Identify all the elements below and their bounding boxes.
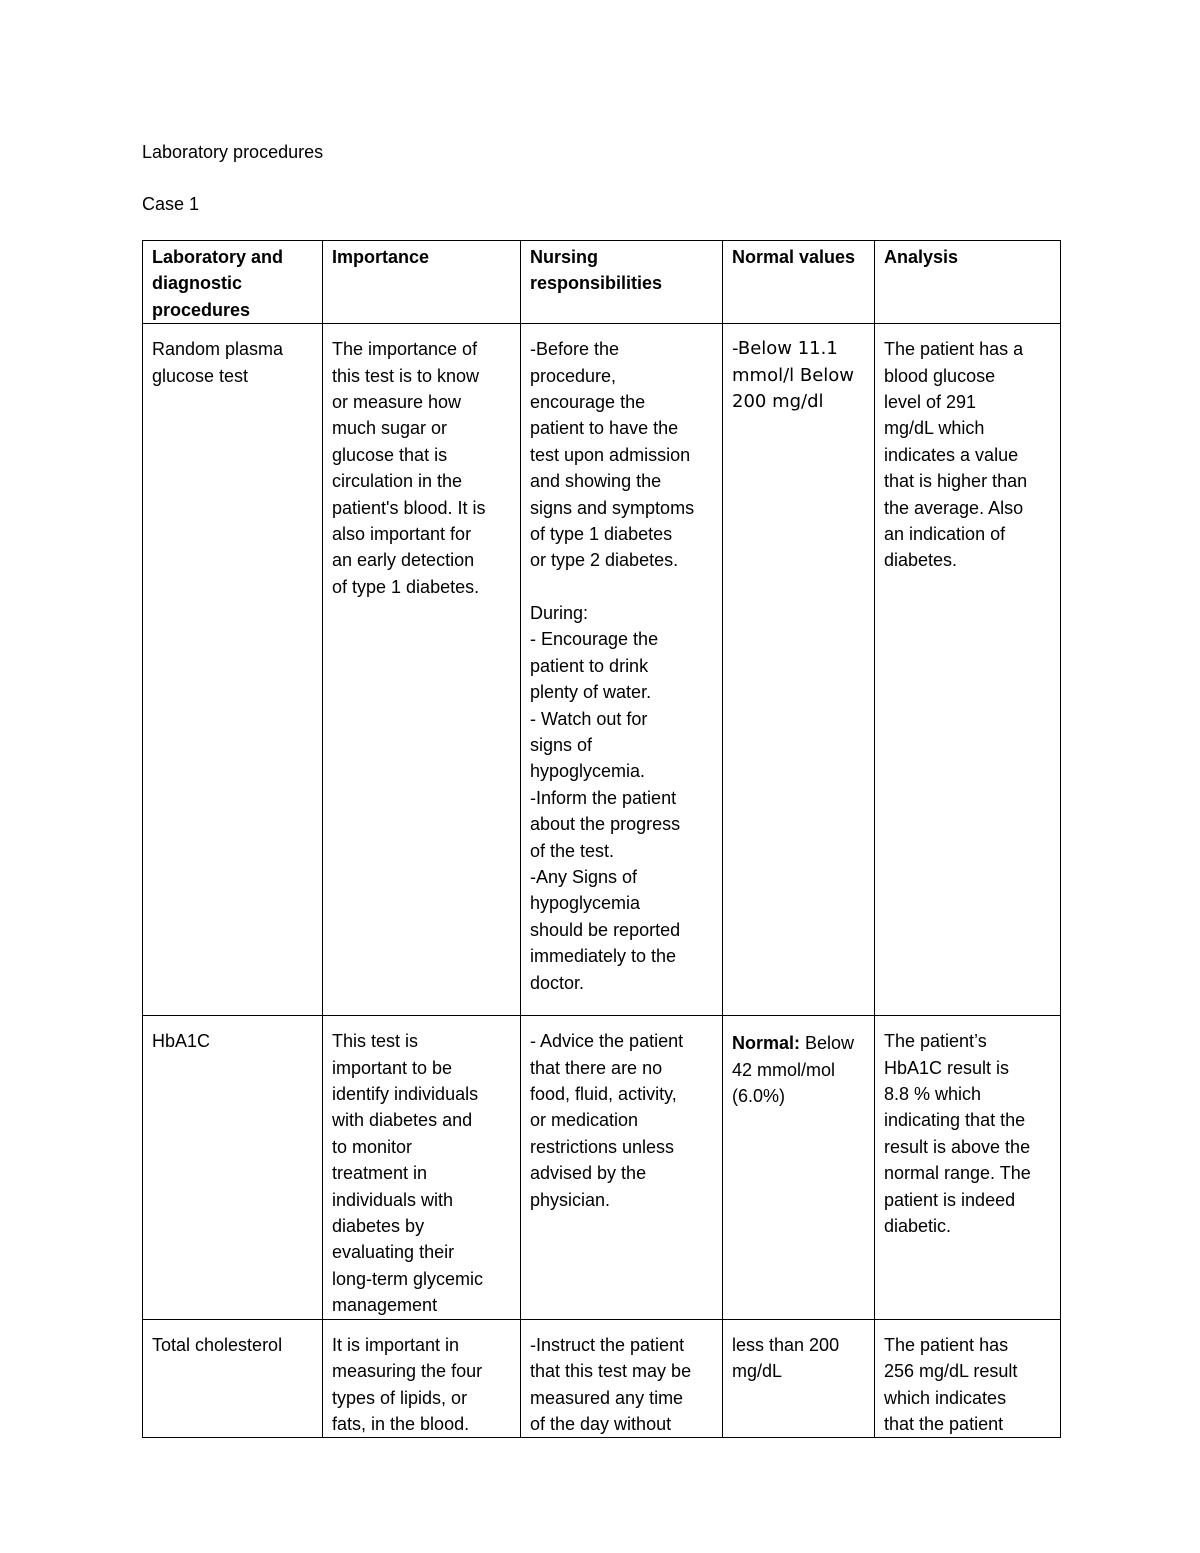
text-line: doctor. xyxy=(530,972,585,993)
text-line: types of lipids, or xyxy=(332,1387,468,1408)
text-line: 42 mmol/mol xyxy=(732,1059,836,1080)
text-line: -Instruct the patient xyxy=(530,1334,685,1355)
text-line: It is important in xyxy=(332,1334,460,1355)
cell-procedure xyxy=(143,1016,323,1319)
text-line: The patient has a xyxy=(884,339,1024,360)
text-line: The importance of xyxy=(332,339,478,360)
cell-importance xyxy=(323,324,521,1016)
text-line: -Any Signs of xyxy=(530,866,638,887)
text-line: diabetes. xyxy=(884,550,958,571)
text-line: The patient’s xyxy=(884,1031,987,1052)
cell-normal-values xyxy=(723,324,875,1016)
text-line: physician. xyxy=(530,1189,611,1210)
text-line: procedures xyxy=(152,299,251,320)
text-line: normal range. The xyxy=(884,1163,1031,1184)
text-line: identify individuals xyxy=(332,1084,479,1105)
text-line: level of 291 xyxy=(884,392,977,413)
cell-procedure xyxy=(143,324,323,1016)
text-line: about the progress xyxy=(530,814,681,835)
text-line: an early detection xyxy=(332,550,475,571)
header-importance xyxy=(323,241,521,324)
text-line: that is higher than xyxy=(884,471,1028,492)
text-line: of type 1 diabetes xyxy=(530,524,673,545)
text-line: immediately to the xyxy=(530,946,677,967)
header-procedures xyxy=(143,241,323,324)
normal-rest: Below xyxy=(800,1033,855,1054)
text-line: advised by the xyxy=(530,1163,647,1184)
text-line: circulation in the xyxy=(332,471,463,492)
text-line: -Below 11.1 xyxy=(732,338,838,360)
cell-normal-values xyxy=(723,1319,875,1438)
cell-analysis xyxy=(875,1319,1061,1438)
text-line: - Encourage the xyxy=(530,629,659,650)
text-line: restrictions unless xyxy=(530,1136,675,1157)
text-line: glucose that is xyxy=(332,444,448,465)
text-line: patient to drink xyxy=(530,655,649,676)
text-line: The patient has xyxy=(884,1334,1009,1355)
text-line: (6.0%) xyxy=(732,1086,786,1107)
text-line: of the day without xyxy=(530,1413,672,1434)
text-line: Random plasma xyxy=(152,339,284,360)
text-line: Normal values xyxy=(732,247,856,267)
text-line: HbA1C result is xyxy=(884,1057,1010,1078)
text-line: management xyxy=(332,1295,438,1316)
text-line: this test is to know xyxy=(332,365,480,386)
text-line: fats, in the blood. xyxy=(332,1413,470,1434)
case-label: Case 1 xyxy=(142,194,200,214)
table-row xyxy=(143,1319,1061,1438)
text-line: mg/dL which xyxy=(884,418,985,439)
text-line: which indicates xyxy=(884,1387,1007,1408)
text-line: long-term glycemic xyxy=(332,1268,484,1289)
text-line: indicating that the xyxy=(884,1110,1026,1131)
text-line: - Advice the patient xyxy=(530,1031,684,1052)
cell-importance xyxy=(323,1016,521,1319)
nursing-before xyxy=(530,336,713,574)
header-normal-values xyxy=(723,241,875,324)
text-line: signs and symptoms xyxy=(530,497,695,518)
text-line: Nursing xyxy=(530,247,599,267)
text-line: to monitor xyxy=(332,1136,413,1157)
text-line: - Watch out for xyxy=(530,708,648,729)
text-line: patient's blood. It is xyxy=(332,497,486,518)
text-line: Analysis xyxy=(884,247,959,267)
text-line: diabetic. xyxy=(884,1216,952,1237)
text-line: result is above the xyxy=(884,1136,1031,1157)
text-line: treatment in xyxy=(332,1163,428,1184)
header-analysis xyxy=(875,241,1061,324)
text-line: much sugar or xyxy=(332,418,448,439)
text-line: patient is indeed xyxy=(884,1189,1016,1210)
text-line: plenty of water. xyxy=(530,682,652,703)
text-line: hypoglycemia xyxy=(530,893,641,914)
cell-nursing xyxy=(521,1319,723,1438)
text-line: individuals with xyxy=(332,1189,454,1210)
text-line: that this test may be xyxy=(530,1361,692,1382)
text-line: the average. Also xyxy=(884,497,1024,518)
text-line: less than 200 xyxy=(732,1334,840,1355)
text-line: of the test. xyxy=(530,840,615,861)
text-line: measuring the four xyxy=(332,1361,483,1382)
text-line: mmol/l Below xyxy=(732,364,855,386)
text-line: evaluating their xyxy=(332,1242,455,1263)
header-nursing xyxy=(521,241,723,324)
text-line: glucose test xyxy=(152,365,249,386)
text-line: signs of xyxy=(530,734,593,755)
table-header-row xyxy=(143,241,1061,324)
text-line: Total cholesterol xyxy=(152,1334,283,1355)
text-line: -Before the xyxy=(530,339,620,360)
text-line: diagnostic xyxy=(152,273,243,294)
text-line: or type 2 diabetes. xyxy=(530,550,679,571)
text-line: diabetes by xyxy=(332,1216,425,1237)
lab-procedures-table xyxy=(142,240,1061,1438)
text-line: should be reported xyxy=(530,919,681,940)
text-line: also important for xyxy=(332,524,472,545)
text-line: Laboratory and xyxy=(152,247,284,267)
text-line: 8.8 % which xyxy=(884,1084,982,1105)
cell-normal-values xyxy=(723,1016,875,1319)
text-line: indicates a value xyxy=(884,444,1019,465)
text-line: test upon admission xyxy=(530,444,691,465)
cell-analysis xyxy=(875,324,1061,1016)
text-line: 200 mg/dl xyxy=(732,391,824,413)
table-row xyxy=(143,324,1061,1016)
text-line: that the patient xyxy=(884,1413,1004,1434)
text-line: of type 1 diabetes. xyxy=(332,576,480,597)
text-line: During: xyxy=(530,602,589,623)
text-line: important to be xyxy=(332,1057,453,1078)
normal-label: Normal: xyxy=(732,1033,801,1054)
nursing-during xyxy=(530,600,713,996)
text-line: and showing the xyxy=(530,471,662,492)
text-line: 256 mg/dL result xyxy=(884,1361,1018,1382)
text-line: Importance xyxy=(332,247,430,267)
text-line: HbA1C xyxy=(152,1031,211,1052)
text-line: procedure, xyxy=(530,365,617,386)
text-line: food, fluid, activity, xyxy=(530,1084,677,1105)
text-line: mg/dL xyxy=(732,1361,783,1382)
text-line: or medication xyxy=(530,1110,639,1131)
text-line: hypoglycemia. xyxy=(530,761,646,782)
cell-nursing xyxy=(521,324,723,1016)
normal-lines xyxy=(732,1057,865,1110)
text-line: responsibilities xyxy=(530,273,663,294)
text-line: an indication of xyxy=(884,524,1006,545)
text-line: blood glucose xyxy=(884,365,996,386)
text-line: encourage the xyxy=(530,392,646,413)
text-line: patient to have the xyxy=(530,418,679,439)
table-row xyxy=(143,1016,1061,1319)
cell-procedure xyxy=(143,1319,323,1438)
cell-analysis xyxy=(875,1016,1061,1319)
cell-nursing xyxy=(521,1016,723,1319)
document-title: Laboratory procedures xyxy=(142,142,324,162)
text-line: or measure how xyxy=(332,392,462,413)
text-line: with diabetes and xyxy=(332,1110,473,1131)
text-line: This test is xyxy=(332,1031,419,1052)
text-line: that there are no xyxy=(530,1057,663,1078)
text-line: -Inform the patient xyxy=(530,787,677,808)
text-line: measured any time xyxy=(530,1387,684,1408)
cell-importance xyxy=(323,1319,521,1438)
